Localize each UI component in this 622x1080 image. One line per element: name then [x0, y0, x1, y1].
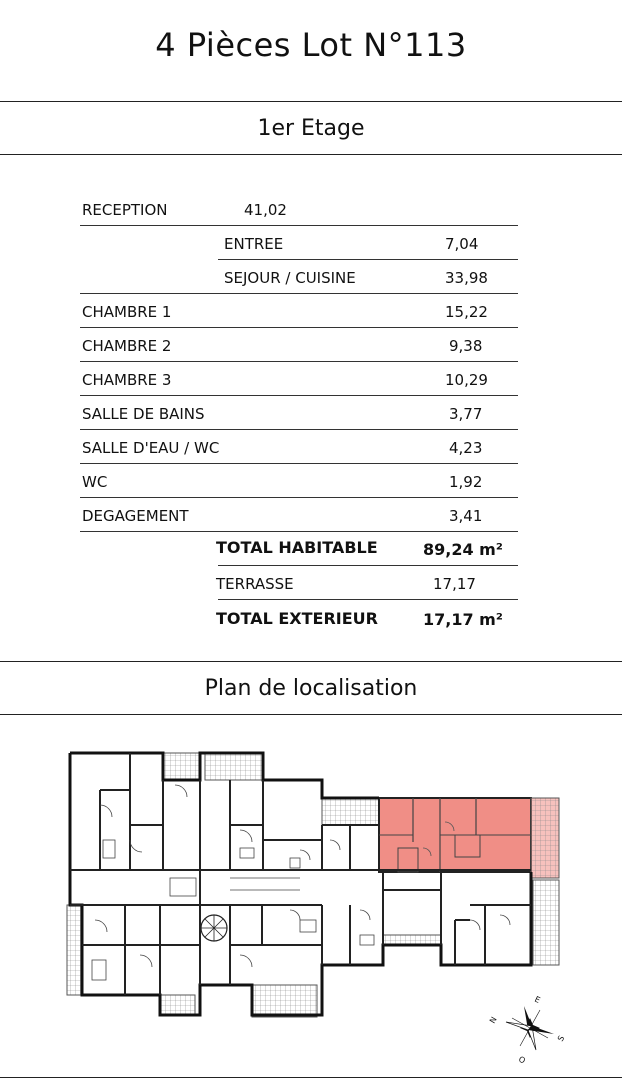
room-area: 1,92 — [449, 473, 483, 491]
room-area: 3,41 — [449, 507, 483, 525]
divider — [0, 101, 622, 102]
room-name: DEGAGEMENT — [82, 507, 189, 525]
plan-label: Plan de localisation — [204, 676, 418, 701]
room-area: 41,02 — [244, 201, 287, 219]
interior-walls — [70, 753, 531, 995]
room-name: SALLE D'EAU / WC — [82, 439, 220, 457]
terrasse-label: TERRASSE — [216, 575, 294, 593]
divider — [0, 714, 622, 715]
row-line — [80, 395, 518, 396]
room-area: 33,98 — [445, 269, 488, 287]
spiral-staircase — [201, 915, 227, 941]
room-area: 15,22 — [445, 303, 488, 321]
room-area: 9,38 — [449, 337, 483, 355]
row-line — [80, 429, 518, 430]
row-line — [80, 361, 518, 362]
room-area: 7,04 — [445, 235, 479, 253]
room-name: WC — [82, 473, 108, 491]
room-name: SALLE DE BAINS — [82, 405, 205, 423]
row-line — [80, 293, 518, 294]
room-name: CHAMBRE 1 — [82, 303, 172, 321]
room-name: RECEPTION — [82, 201, 168, 219]
divider — [0, 661, 622, 662]
floor-label: 1er Etage — [257, 116, 365, 141]
divider — [0, 1077, 622, 1078]
compass-east: E — [533, 994, 542, 1005]
row-line — [80, 225, 518, 226]
lot-highlight — [379, 798, 559, 878]
terrasse-value: 17,17 — [433, 575, 476, 593]
room-name: CHAMBRE 3 — [82, 371, 172, 389]
page-title: 4 Pièces Lot N°113 — [155, 26, 467, 64]
room-area: 4,23 — [449, 439, 483, 457]
location-plan — [0, 730, 622, 1075]
terrace-areas — [67, 753, 559, 1017]
room-area: 10,29 — [445, 371, 488, 389]
compass-north: N — [487, 1015, 499, 1025]
room-sub-name: ENTREE — [224, 235, 284, 253]
room-sub-name: SEJOUR / CUISINE — [224, 269, 356, 287]
room-name: CHAMBRE 2 — [82, 337, 172, 355]
row-line — [80, 463, 518, 464]
room-area: 3,77 — [449, 405, 483, 423]
compass-icon — [488, 995, 566, 1066]
total-habitable-value: 89,24 m² — [423, 540, 503, 559]
divider — [0, 154, 622, 155]
total-exterieur-label: TOTAL EXTERIEUR — [216, 609, 378, 628]
row-line — [80, 531, 518, 532]
compass-south: S — [555, 1034, 567, 1043]
compass-west: O — [517, 1054, 527, 1066]
row-line — [218, 259, 518, 260]
row-line — [80, 497, 518, 498]
row-line — [218, 599, 518, 600]
row-line — [80, 327, 518, 328]
total-exterieur-value: 17,17 m² — [423, 610, 503, 629]
row-line — [218, 565, 518, 566]
total-habitable-label: TOTAL HABITABLE — [216, 538, 378, 557]
building-walls — [70, 753, 531, 1015]
